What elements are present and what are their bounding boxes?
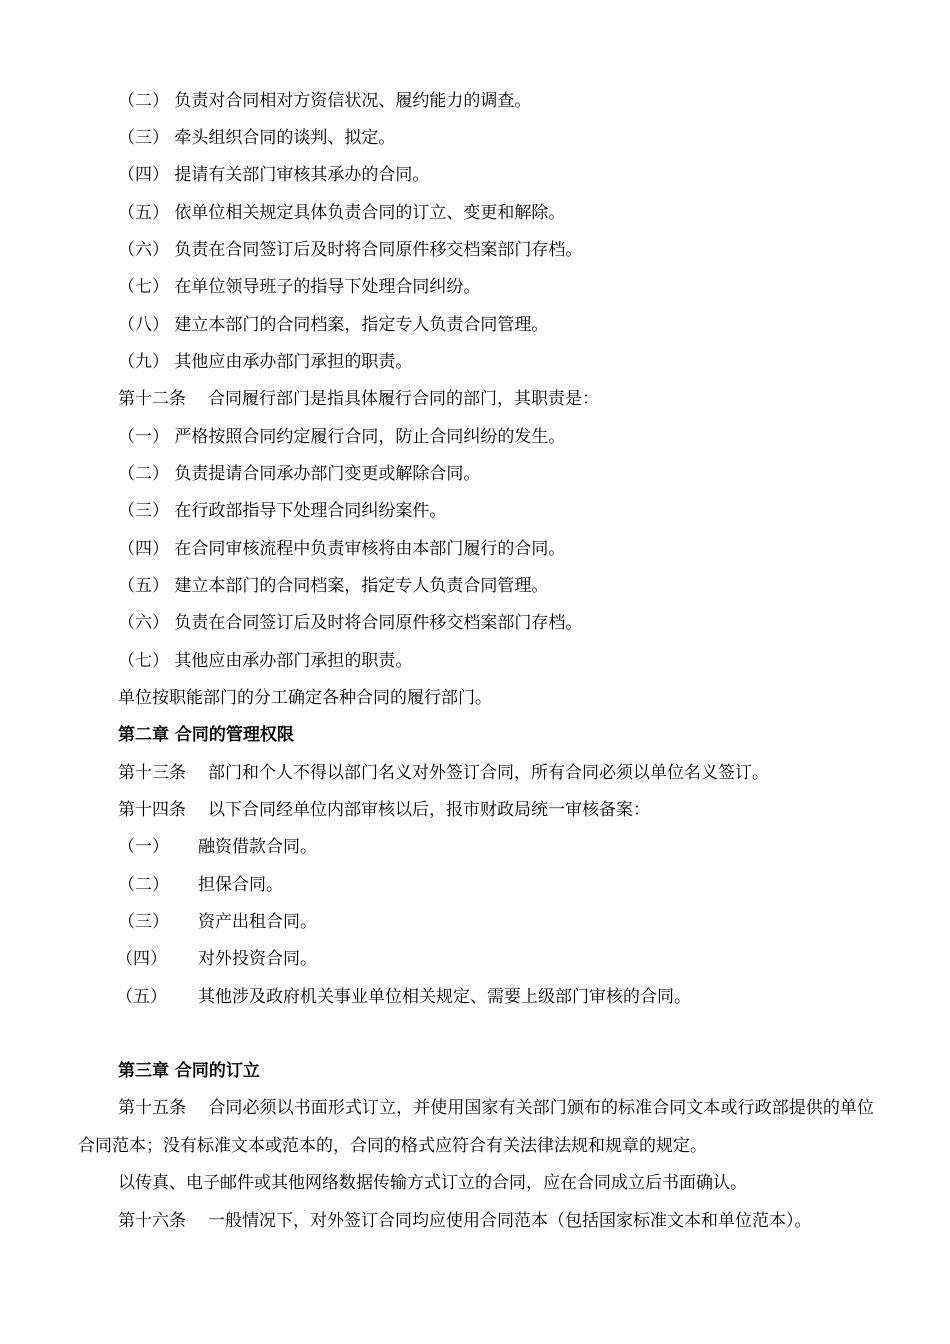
- list-item: （三） 在行政部指导下处理合同纠纷案件。: [118, 501, 447, 521]
- list-item: （一） 严格按照合同约定履行合同，防止合同纠纷的发生。: [118, 427, 566, 447]
- item-number: （四）: [116, 949, 167, 969]
- article-12-note: 单位按职能部门的分工确定各种合同的履行部门。: [118, 688, 492, 708]
- item-text: 资产出租合同。: [198, 912, 317, 932]
- list-item: （九） 其他应由承办部门承担的职责。: [118, 352, 413, 372]
- list-item: （二） 负责对合同相对方资信状况、履约能力的调查。: [118, 91, 532, 111]
- paragraph: 以传真、电子邮件或其他网络数据传输方式订立的合同，应在合同成立后书面确认。: [118, 1173, 747, 1193]
- article-label: 第十四条: [118, 800, 186, 820]
- article-14: [118, 799, 650, 821]
- item-text: 对外投资合同。: [198, 949, 317, 969]
- list-item: （五） 建立本部门的合同档案，指定专人负责合同管理。: [118, 576, 549, 596]
- list-item: （四） 在合同审核流程中负责审核将由本部门履行的合同。: [118, 539, 566, 559]
- list-item: [118, 836, 317, 858]
- article-text: 一般情况下，对外签订合同均应使用合同范本（包括国家标准文本和单位范本）。: [208, 1211, 812, 1231]
- list-item: （七） 在单位领导班子的指导下处理合同纠纷。: [118, 277, 481, 297]
- list-item: [118, 911, 317, 933]
- article-15: [78, 1090, 874, 1165]
- item-text: 其他涉及政府机关事业单位相关规定、需要上级部门审核的合同。: [198, 987, 691, 1007]
- list-item: （八） 建立本部门的合同档案，指定专人负责合同管理。: [118, 315, 549, 335]
- article-label: 第十二条: [118, 389, 186, 409]
- list-item: （二） 负责提请合同承办部门变更或解除合同。: [118, 464, 481, 484]
- article-12: [118, 388, 599, 410]
- item-text: 担保合同。: [198, 875, 283, 895]
- article-text: 合同履行部门是指具体履行合同的部门，其职责是：: [208, 389, 599, 409]
- chapter-2-title: 第二章 合同的管理权限: [118, 725, 294, 745]
- item-number: （二）: [118, 875, 169, 895]
- list-item: （四） 提请有关部门审核其承办的合同。: [118, 165, 430, 185]
- list-item: （六） 负责在合同签订后及时将合同原件移交档案部门存档。: [118, 240, 583, 260]
- article-text: 合同必须以书面形式订立，并使用国家有关部门颁布的标准合同文本或行政部提供的单位合同范本；没有标准文本或范本的，合同的格式应符合有关法律法规和规章的规定。: [78, 1098, 875, 1156]
- article-text: 部门和个人不得以部门名义对外签订合同，所有合同必须以单位名义签订。: [208, 763, 769, 783]
- list-item: [116, 948, 317, 970]
- article-label: 第十五条: [118, 1098, 187, 1118]
- article-label: 第十六条: [118, 1211, 186, 1231]
- article-16: [118, 1210, 812, 1232]
- item-number: （五）: [116, 987, 167, 1007]
- article-13: [118, 762, 769, 784]
- list-item: （七） 其他应由承办部门承担的职责。: [118, 651, 413, 671]
- item-number: （三）: [118, 912, 169, 932]
- list-item: （六） 负责在合同签订后及时将合同原件移交档案部门存档。: [118, 613, 583, 633]
- item-number: （一）: [118, 837, 169, 857]
- article-label: 第十三条: [118, 763, 186, 783]
- list-item: [118, 874, 283, 896]
- chapter-3-title: 第三章 合同的订立: [118, 1061, 260, 1081]
- article-text: 以下合同经单位内部审核以后，报市财政局统一审核备案：: [208, 800, 650, 820]
- item-text: 融资借款合同。: [198, 837, 317, 857]
- list-item: （三） 牵头组织合同的谈判、拟定。: [118, 128, 396, 148]
- list-item: [116, 986, 691, 1008]
- list-item: （五） 依单位相关规定具体负责合同的订立、变更和解除。: [118, 203, 566, 223]
